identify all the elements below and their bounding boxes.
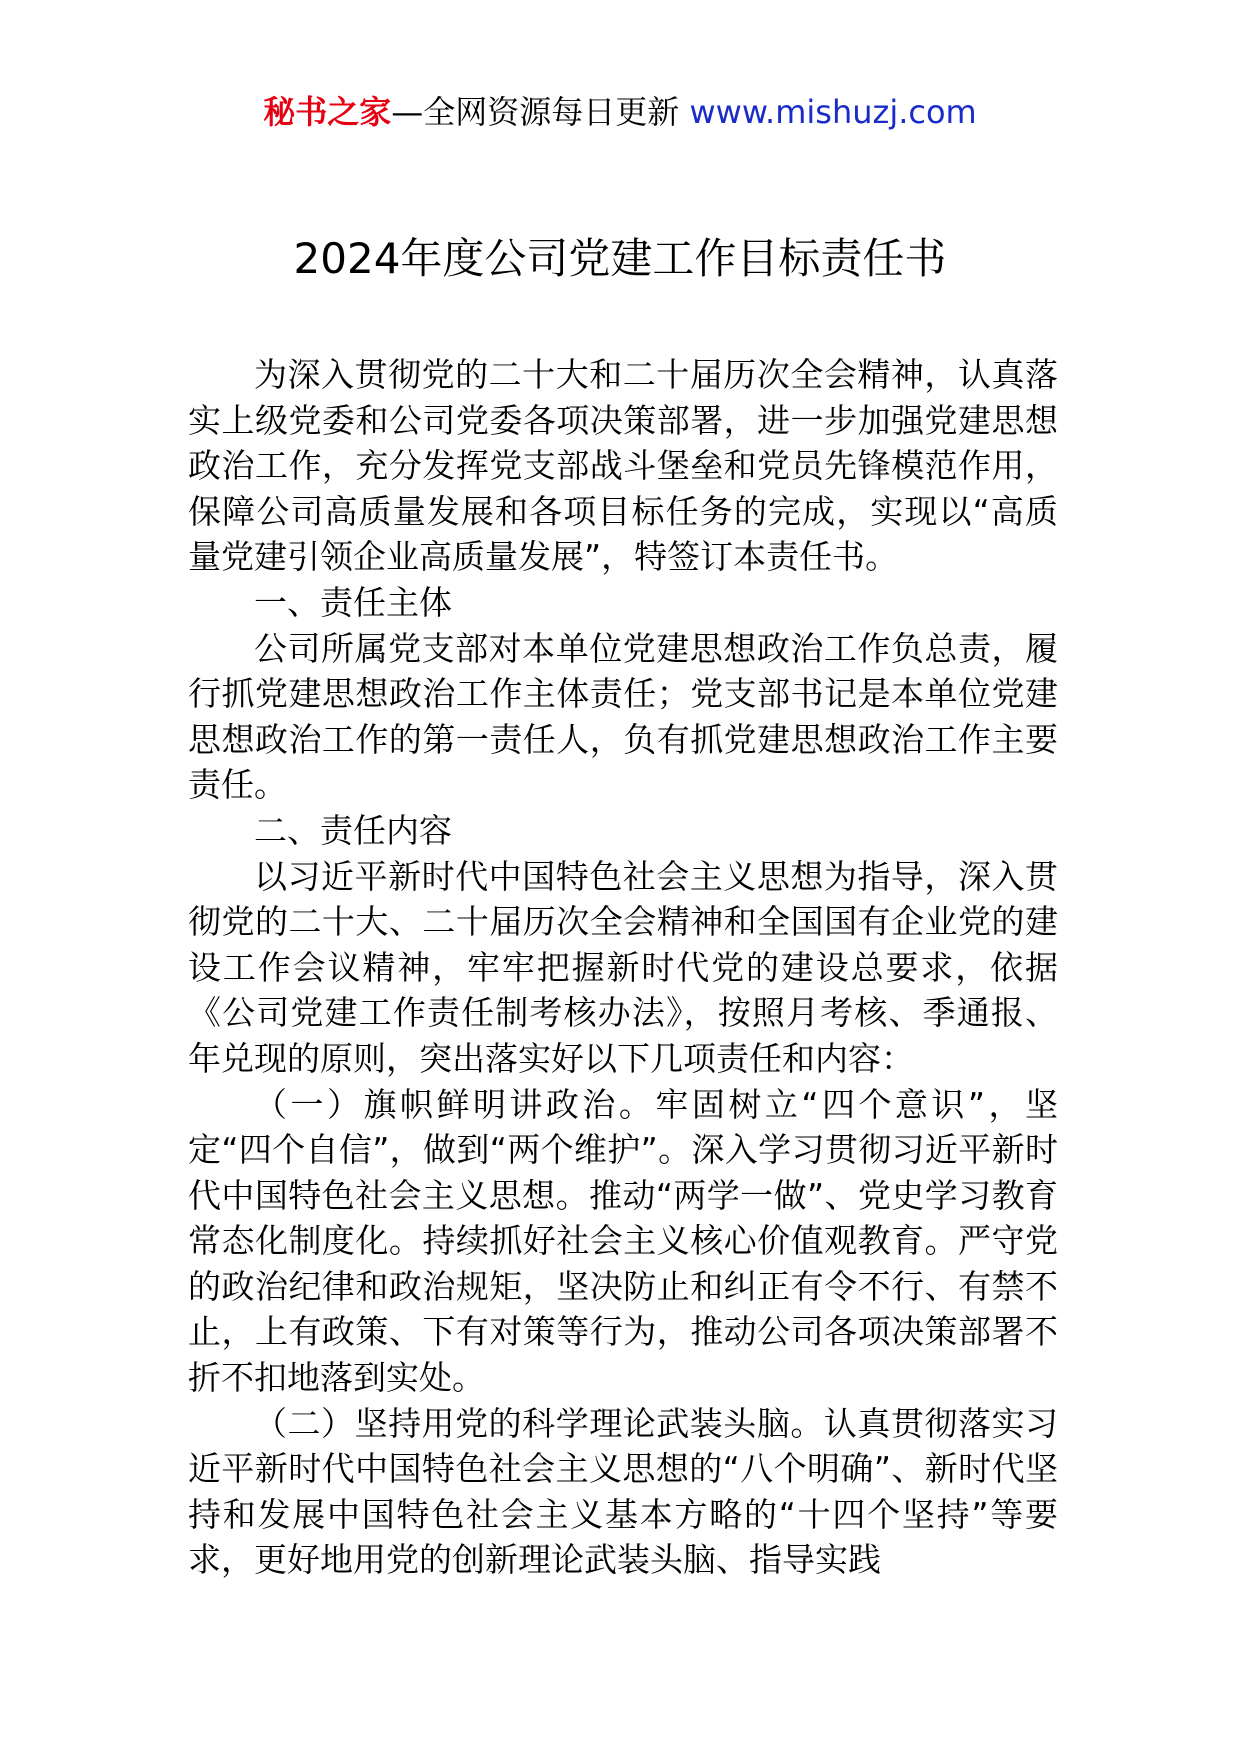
section-heading-responsibility-content: 二、责任内容	[254, 810, 452, 850]
intro-paragraph: 为深入贯彻党的二十大和二十届历次全会精神，认真落实上级党委和公司党委各项决策部署，进一步加强党建思想政治工作，充分发挥党支部战斗堡垒和党员先锋模范作用，保障公司高质量发展和各项目标任务的完成，实现以“高质量党建引领企业高质量发展”，特签订本责任书。	[188, 355, 1058, 577]
header-slogan: —全网资源每日更新	[391, 93, 690, 131]
paragraph-item-one: （一）旗帜鲜明讲政治。牢固树立“四个意识”，坚定“四个自信”，做到“两个维护”。深入学习贯彻习近平新时代中国特色社会主义思想。推动“两学一做”、党史学习教育常态化制度化。持续抓好社会主义核心价值观教育。严守党的政治纪律和政治规矩，坚决防止和纠正有令不行、有禁不止，上有政策、下有对策等行为，推动公司各项决策部署不折不扣地落到实处。	[188, 1084, 1058, 1398]
site-url[interactable]: www.mishuzj.com	[689, 93, 977, 131]
document-title: 2024年度公司党建工作目标责任书	[293, 234, 947, 283]
paragraph-responsible-party: 公司所属党支部对本单位党建思想政治工作负总责，履行抓党建思想政治工作主体责任；党支部书记是本单位党建思想政治工作的第一责任人，负有抓党建思想政治工作主要责任。	[188, 628, 1058, 805]
section-heading-responsible-party: 一、责任主体	[254, 582, 452, 622]
paragraph-responsibility-content: 以习近平新时代中国特色社会主义思想为指导，深入贯彻党的二十大、二十届历次全会精神和全国国有企业党的建设工作会议精神，牢牢把握新时代党的建设总要求，依据《公司党建工作责任制考核办法》，按照月考核、季通报、年兑现的原则，突出落实好以下几项责任和内容：	[188, 856, 1058, 1078]
brand-name: 秘书之家	[263, 93, 392, 131]
paragraph-item-two: （二）坚持用党的科学理论武装头脑。认真贯彻落实习近平新时代中国特色社会主义思想的“八个明确”、新时代坚持和发展中国特色社会主义基本方略的“十四个坚持”等要求，更好地用党的创新理论武装头脑、指导实践	[188, 1403, 1058, 1580]
document-body	[188, 352, 1058, 1583]
site-header	[0, 92, 1240, 132]
